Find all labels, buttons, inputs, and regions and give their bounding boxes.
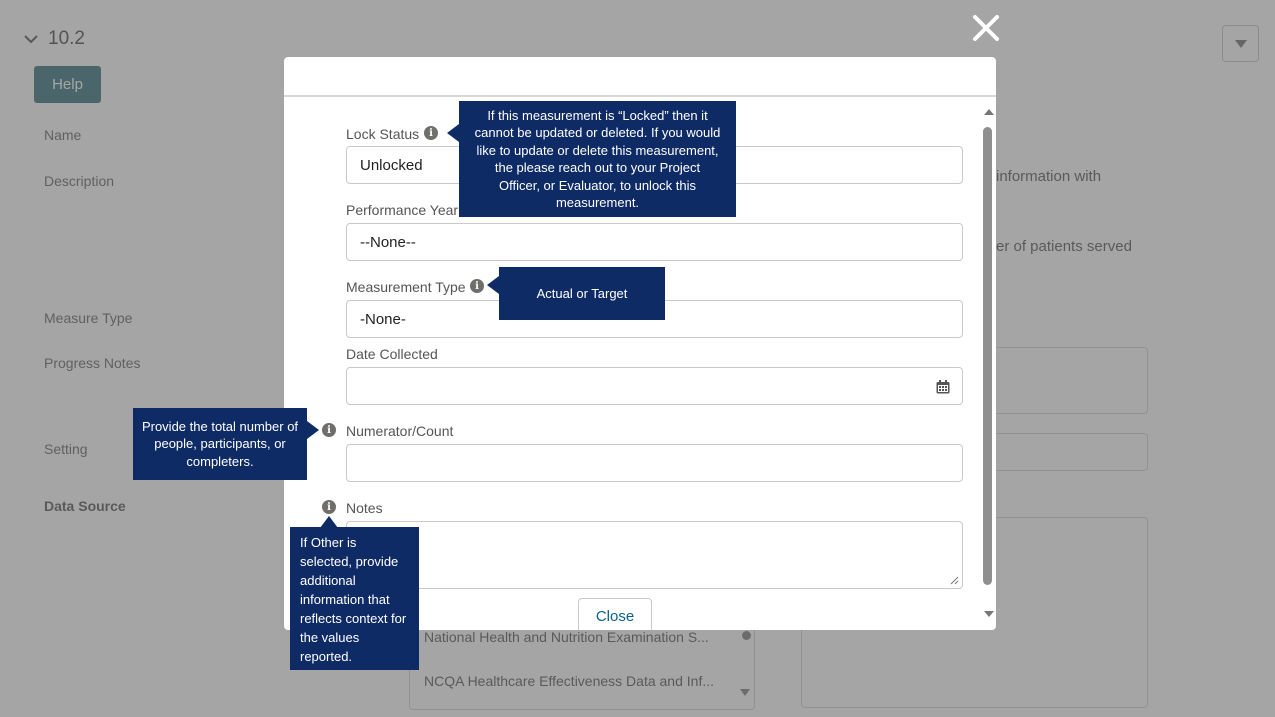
measurement-type-callout: Actual or Target — [499, 267, 665, 320]
callout-pointer — [447, 124, 459, 142]
lock-status-value: Unlocked — [360, 156, 423, 174]
info-icon[interactable]: i — [470, 279, 484, 293]
info-icon[interactable]: i — [424, 126, 438, 140]
calendar-icon[interactable] — [936, 380, 950, 394]
close-button[interactable]: Close — [578, 598, 652, 630]
modal-scrollbar[interactable] — [982, 105, 996, 627]
scrollbar-thumb[interactable] — [983, 127, 992, 585]
info-icon[interactable]: i — [322, 500, 336, 514]
notes-label: Notes — [346, 500, 383, 516]
measurement-type-value: -None- — [360, 310, 406, 328]
performance-year-value: --None-- — [360, 233, 416, 251]
date-collected-input[interactable] — [346, 367, 963, 405]
close-x-icon[interactable] — [970, 12, 1002, 44]
numerator-count-input[interactable] — [346, 444, 963, 482]
scroll-up-icon[interactable] — [984, 109, 994, 115]
notes-textarea[interactable] — [346, 521, 963, 589]
info-icon[interactable]: i — [322, 423, 336, 437]
lock-status-callout: If this measurement is “Locked” then it cannot be updated or deleted. If you would like to update or delete this measurement, the please reach out to your Project Officer, or Evaluator, to unlock this measurement. — [459, 101, 736, 217]
performance-year-select[interactable] — [346, 223, 963, 261]
numerator-callout: Provide the total number of people, participants, or completers. — [133, 408, 307, 480]
resize-grip-icon[interactable] — [950, 576, 959, 585]
callout-pointer — [487, 276, 499, 294]
callout-pointer — [307, 421, 319, 439]
lock-status-label: Lock Status — [346, 126, 420, 142]
modal-header — [284, 57, 996, 97]
measurement-type-label: Measurement Type — [346, 279, 466, 295]
notes-callout: If Other is selected, provide additional information that reflects context for the values reported. — [290, 527, 419, 670]
date-collected-label: Date Collected — [346, 346, 438, 362]
performance-year-label: Performance Year — [346, 202, 459, 218]
numerator-count-label: Numerator/Count — [346, 423, 454, 439]
scroll-down-icon[interactable] — [984, 611, 994, 617]
